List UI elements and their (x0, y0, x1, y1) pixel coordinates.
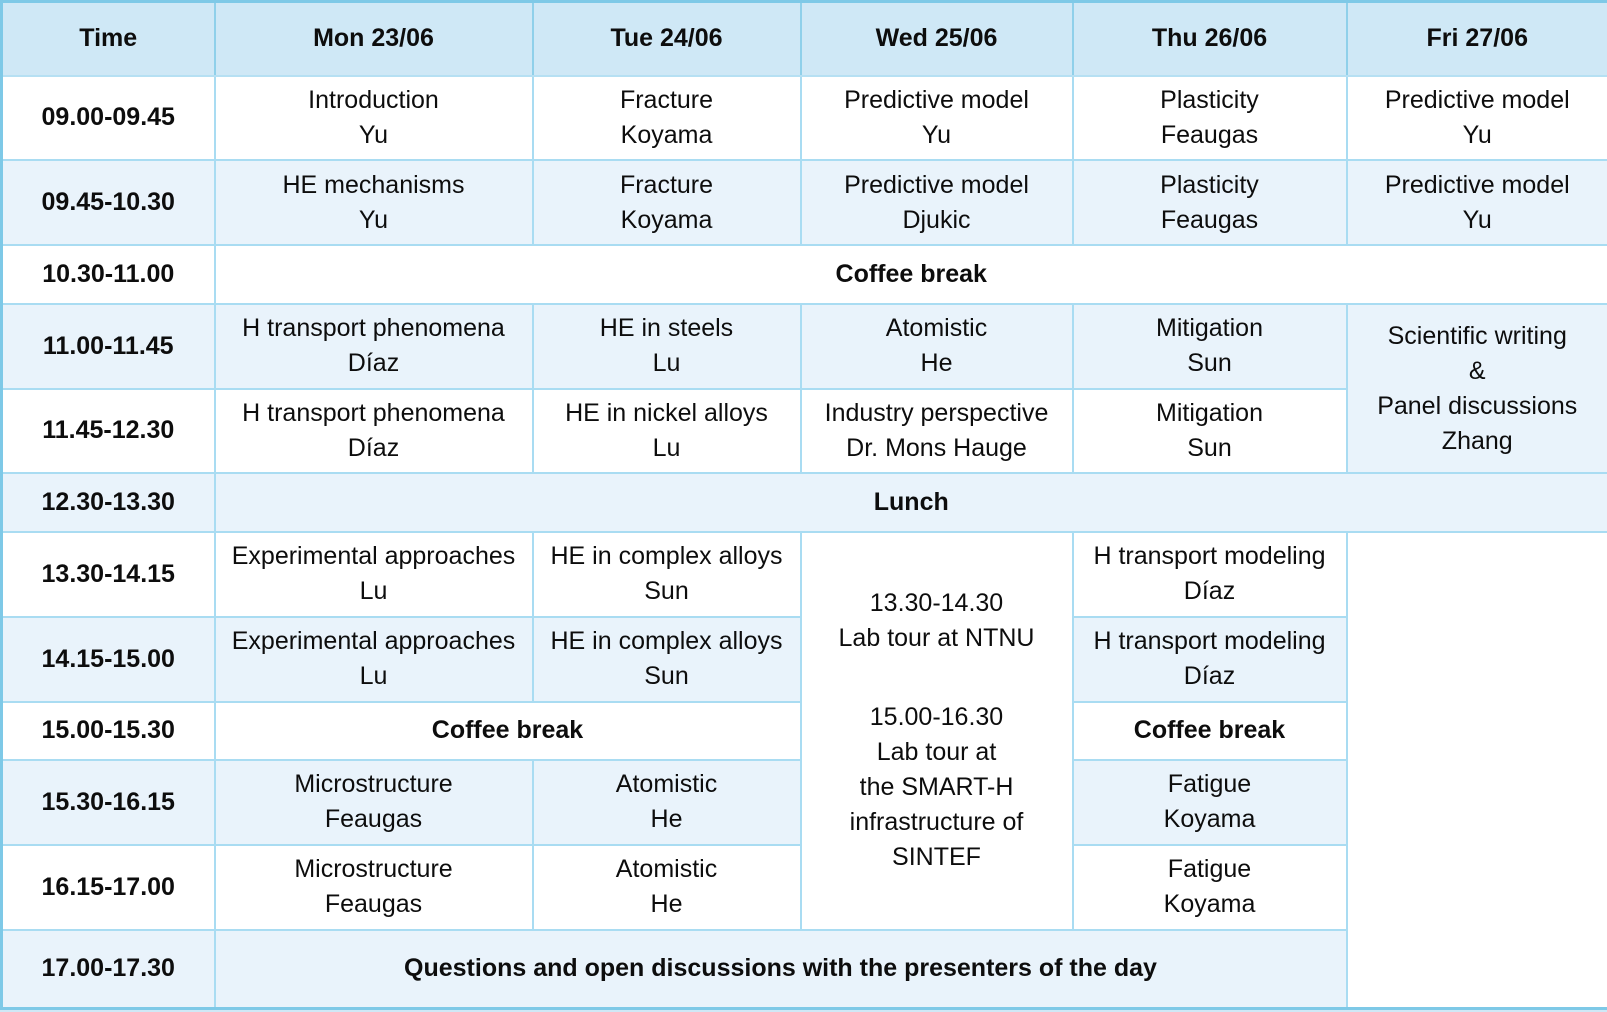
session-title: Scientific writing (1387, 321, 1567, 350)
session-title: Experimental approaches (231, 627, 516, 656)
cell-0900-wed (801, 76, 1073, 161)
row-1330 (2, 532, 1607, 617)
header-row (2, 2, 1607, 76)
session-speaker: Dr. Mons Hauge (846, 433, 1027, 462)
cell-1100-tue (533, 304, 801, 389)
cell-1145-wed (801, 389, 1073, 474)
session-title: Experimental approaches (231, 542, 516, 571)
session-speaker: Feaugas (324, 890, 423, 919)
time-cell-1145: 11.45-12.30 (2, 389, 215, 474)
session-title: Predictive model (1384, 85, 1570, 114)
cell-0900-mon (215, 76, 533, 161)
session-title: H transport phenomena (242, 314, 505, 343)
time-cell-1500: 15.00-15.30 (2, 702, 215, 761)
session-title: Industry perspective (824, 398, 1049, 427)
session-speaker: Koyama (1163, 805, 1256, 834)
cell-1145-thu (1073, 389, 1347, 474)
cell-1530-thu (1073, 760, 1347, 845)
header-cell-wed: Wed 25/06 (801, 2, 1073, 76)
session-speaker: He (920, 349, 953, 378)
session-title: & (1468, 356, 1486, 385)
session-title: Mitigation (1156, 314, 1263, 343)
cell-1530-mon (215, 760, 533, 845)
cell-1530-tue (533, 760, 801, 845)
coffee-break-morning-cell: Coffee break (215, 245, 1607, 304)
session-speaker: Feaugas (1160, 205, 1259, 234)
spacer (806, 656, 1068, 700)
cell-0945-mon (215, 160, 533, 245)
session-title: Introduction (308, 85, 439, 114)
session-speaker: Lu (359, 577, 388, 606)
cell-0945-fri (1347, 160, 1607, 245)
session-title: HE in nickel alloys (565, 398, 768, 427)
session-title: Fatigue (1167, 770, 1252, 799)
session-speaker: Yu (1462, 120, 1492, 149)
cell-1415-thu (1073, 617, 1347, 702)
header-cell-time: Time (2, 2, 215, 76)
session-title: HE in complex alloys (550, 542, 783, 571)
cell-1330-mon (215, 532, 533, 617)
session-speaker: Djukic (902, 205, 971, 234)
cell-0945-thu (1073, 160, 1347, 245)
session-speaker: Díaz (347, 433, 400, 462)
session-title: HE in complex alloys (550, 627, 783, 656)
time-cell-0945: 09.45-10.30 (2, 160, 215, 245)
session-speaker: Díaz (347, 349, 400, 378)
cell-1145-tue (533, 389, 801, 474)
cell-1100-thu (1073, 304, 1347, 389)
session-title: Predictive model (844, 170, 1029, 199)
session-speaker: Koyama (620, 120, 713, 149)
session-title: Microstructure (294, 770, 453, 799)
coffee-break-afternoon-montue-cell: Coffee break (215, 702, 801, 761)
session-speaker: Sun (1187, 433, 1232, 462)
cell-1615-thu (1073, 845, 1347, 930)
cell-1415-tue (533, 617, 801, 702)
fri-writing-panel-cell (1347, 304, 1607, 474)
session-title: Atomistic (615, 855, 718, 884)
questions-discussion-cell: Questions and open discussions with the presenters of the day (215, 930, 1347, 1009)
session-title: HE mechanisms (282, 170, 465, 199)
cell-1415-mon (215, 617, 533, 702)
session-title: Microstructure (294, 855, 453, 884)
session-speaker: Lu (359, 662, 388, 691)
time-cell-1330: 13.30-14.15 (2, 532, 215, 617)
session-speaker: Koyama (620, 205, 713, 234)
session-speaker: Yu (1462, 205, 1492, 234)
lab-tour-sintef-text: 15.00-16.30 Lab tour at the SMART-H infrastructure of SINTEF (849, 703, 1024, 872)
header-cell-fri: Fri 27/06 (1347, 2, 1607, 76)
session-speaker: Yu (358, 120, 389, 149)
time-cell-1100: 11.00-11.45 (2, 304, 215, 389)
session-title: Panel discussions (1377, 391, 1578, 420)
cell-1615-tue (533, 845, 801, 930)
cell-0945-tue (533, 160, 801, 245)
lunch-cell: Lunch (215, 473, 1607, 532)
session-title: Atomistic (615, 770, 718, 799)
row-1030-coffee (2, 245, 1607, 304)
time-cell-1615: 16.15-17.00 (2, 845, 215, 930)
session-speaker: Sun (1187, 349, 1232, 378)
cell-0945-wed (801, 160, 1073, 245)
session-speaker: Sun (644, 662, 689, 691)
time-cell-1030: 10.30-11.00 (2, 245, 215, 304)
session-title: Plasticity (1160, 170, 1259, 199)
session-speaker: Koyama (1163, 890, 1256, 919)
session-title: Mitigation (1156, 398, 1263, 427)
row-0900 (2, 76, 1607, 161)
coffee-break-afternoon-thu-cell: Coffee break (1073, 702, 1347, 761)
cell-1330-tue (533, 532, 801, 617)
cell-0900-tue (533, 76, 801, 161)
session-title: H transport modeling (1093, 542, 1326, 571)
session-title: Fatigue (1167, 855, 1252, 884)
row-1100 (2, 304, 1607, 389)
session-speaker: Díaz (1183, 662, 1236, 691)
session-title: Fracture (619, 85, 714, 114)
session-title: Predictive model (1384, 170, 1570, 199)
session-title: H transport phenomena (242, 398, 505, 427)
session-title: Fracture (619, 170, 714, 199)
header-cell-mon: Mon 23/06 (215, 2, 533, 76)
cell-1330-thu (1073, 532, 1347, 617)
session-title: HE in steels (599, 314, 734, 343)
time-cell-1415: 14.15-15.00 (2, 617, 215, 702)
session-speaker: Díaz (1183, 577, 1236, 606)
session-speaker: Yu (358, 205, 389, 234)
cell-1100-wed (801, 304, 1073, 389)
session-title: Plasticity (1160, 85, 1259, 114)
session-speaker: He (650, 890, 683, 919)
row-1230-lunch (2, 473, 1607, 532)
fri-empty-cell (1347, 532, 1607, 1009)
cell-1145-mon (215, 389, 533, 474)
time-cell-1230: 12.30-13.30 (2, 473, 215, 532)
session-speaker: Zhang (1441, 426, 1513, 455)
lab-tour-ntnu-text: 13.30-14.30 Lab tour at NTNU (838, 589, 1035, 653)
cell-0900-thu (1073, 76, 1347, 161)
session-speaker: He (650, 805, 683, 834)
session-speaker: Sun (644, 577, 689, 606)
cell-1100-mon (215, 304, 533, 389)
session-speaker: Feaugas (1160, 120, 1259, 149)
wed-lab-tour-cell (801, 532, 1073, 930)
session-title: H transport modeling (1093, 627, 1326, 656)
header-cell-thu: Thu 26/06 (1073, 2, 1347, 76)
session-title: Predictive model (844, 85, 1029, 114)
time-cell-1530: 15.30-16.15 (2, 760, 215, 845)
row-0945 (2, 160, 1607, 245)
header-cell-tue: Tue 24/06 (533, 2, 801, 76)
session-speaker: Lu (652, 433, 681, 462)
session-title: Atomistic (885, 314, 988, 343)
time-cell-0900: 09.00-09.45 (2, 76, 215, 161)
session-speaker: Feaugas (324, 805, 423, 834)
session-speaker: Yu (921, 120, 952, 149)
cell-0900-fri (1347, 76, 1607, 161)
session-speaker: Lu (652, 349, 681, 378)
time-cell-1700: 17.00-17.30 (2, 930, 215, 1009)
cell-1615-mon (215, 845, 533, 930)
